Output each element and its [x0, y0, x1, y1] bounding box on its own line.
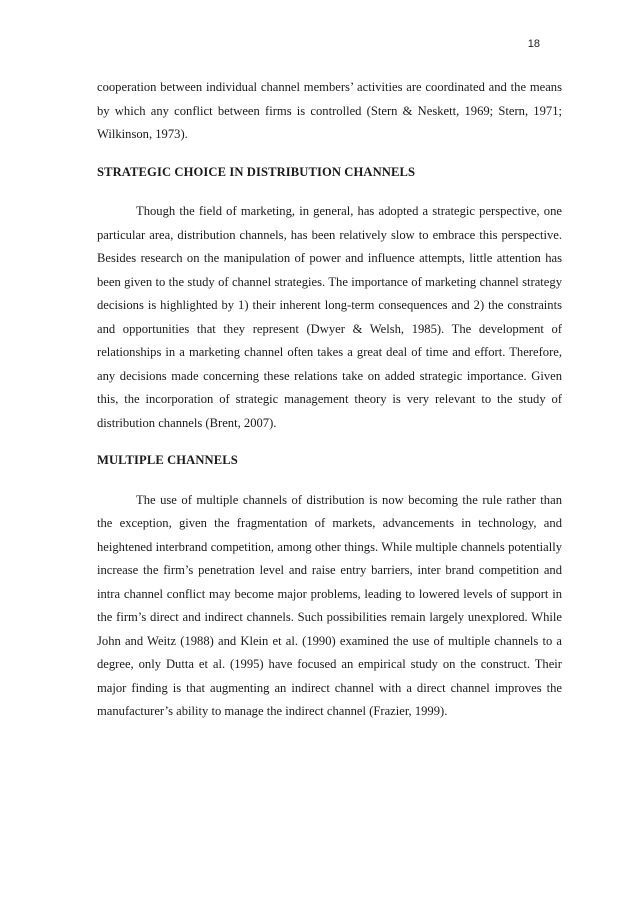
multiple-channels-paragraph: The use of multiple channels of distribution is now becoming the rule rather than the exception, given the fragmentation of markets, advancements in technology, and heightened interbrand competition, among other things. While multiple channels potentially increase the firm’s penetration level and raise entry barriers, inter brand competition and intra channel conflict may become major problems, leading to lowered levels of support in the firm’s direct and indirect channels. Such possibilities remain largely unexplored. While John and Weitz (1988) and Klein et al. (1990) examined the use of multiple channels to a degree, only Dutta et al. (1995) have focused an empirical study on the construct. Their major finding is that augmenting an indirect channel with a direct channel improves the manufacturer’s ability to manage the indirect channel (Frazier, 1999). — [97, 492, 562, 718]
page-number: 18 — [527, 38, 540, 50]
strategic-choice-paragraph: Though the field of marketing, in general, has adopted a strategic perspective, one particular area, distribution channels, has been relatively slow to embrace this perspective. Besides research on the manipulation of power and influence attempts, little attention has been given to the study of channel strategies. The importance of marketing channel strategy decisions is highlighted by 1) their inherent long-term consequences and 2) the constraints and opportunities that they represent (Dwyer & Welsh, 1985). The development of relationships in a marketing channel often takes a great deal of time and effort. Therefore, any decisions made concerning these relations take on added strategic importance. Given this, the incorporation of strategic management theory is very relevant to the study of distribution channels (Brent, 2007). — [97, 204, 562, 430]
spacer — [97, 435, 562, 449]
page-content — [97, 76, 562, 724]
section-heading-multiple-channels: MULTIPLE CHANNELS — [97, 453, 238, 467]
spacer — [97, 147, 562, 161]
spacer — [97, 184, 562, 200]
spacer — [97, 473, 562, 489]
section-heading-strategic-choice: STRATEGIC CHOICE IN DISTRIBUTION CHANNELS — [97, 164, 416, 179]
intro-paragraph: cooperation between individual channel members’ activities are coordinated and the means by which any conflict between firms is controlled (Stern & Neskett, 1969; Stern, 1971; Wilkinson, 1973). — [97, 80, 562, 141]
